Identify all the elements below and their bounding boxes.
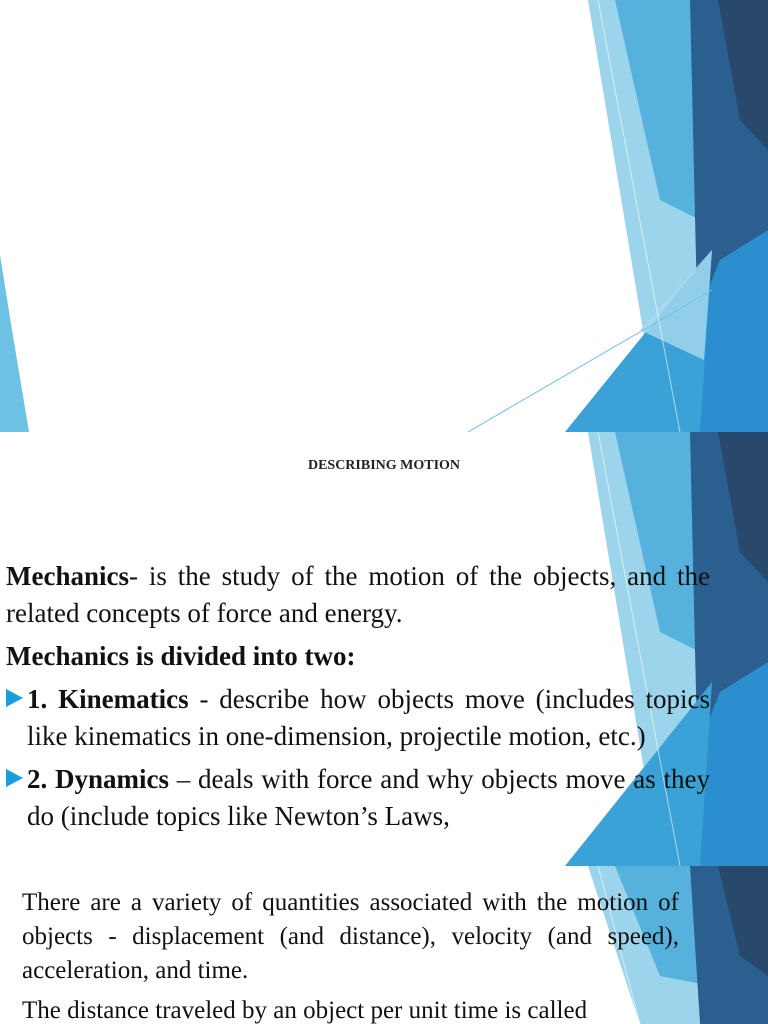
bullet-description: - describe how objects move (includes topics like kinematics in one-dimension, projectile motion, etc.) [27,684,710,751]
intro-definition: - is the study of the motion of the objects, and the related concepts of force and energy. [6,561,710,628]
quantities-slide [0,866,768,1024]
triangle-bullet-icon [6,689,23,707]
bullet-description: – deals with force and why objects move as they do (include topics like Newton’s Laws, [27,764,710,831]
term-mechanics: Mechanics [6,561,129,591]
slide-heading: DESCRIBING MOTION [307,458,461,473]
triangle-bullet-icon [6,769,23,787]
bullet-term: 2. Dynamics [27,764,170,794]
slide-body [6,558,710,841]
slide-body [22,886,679,1024]
quantities-paragraph: There are a variety of quantities associated with the motion of objects - displacement (and distance), velocity (and speed), acceleration, and time. [22,889,679,984]
describing-motion-slide [0,432,768,866]
bullet-term: 1. Kinematics [27,684,189,714]
divided-heading: Mechanics is divided into two: [6,641,356,671]
bullet-dynamics [6,761,710,835]
title-slide [0,0,768,432]
slide-decoration [0,0,768,432]
bullet-kinematics [6,681,710,755]
intro-paragraph [6,558,710,632]
speed-paragraph: The distance traveled by an object per unit time is called [22,997,588,1024]
